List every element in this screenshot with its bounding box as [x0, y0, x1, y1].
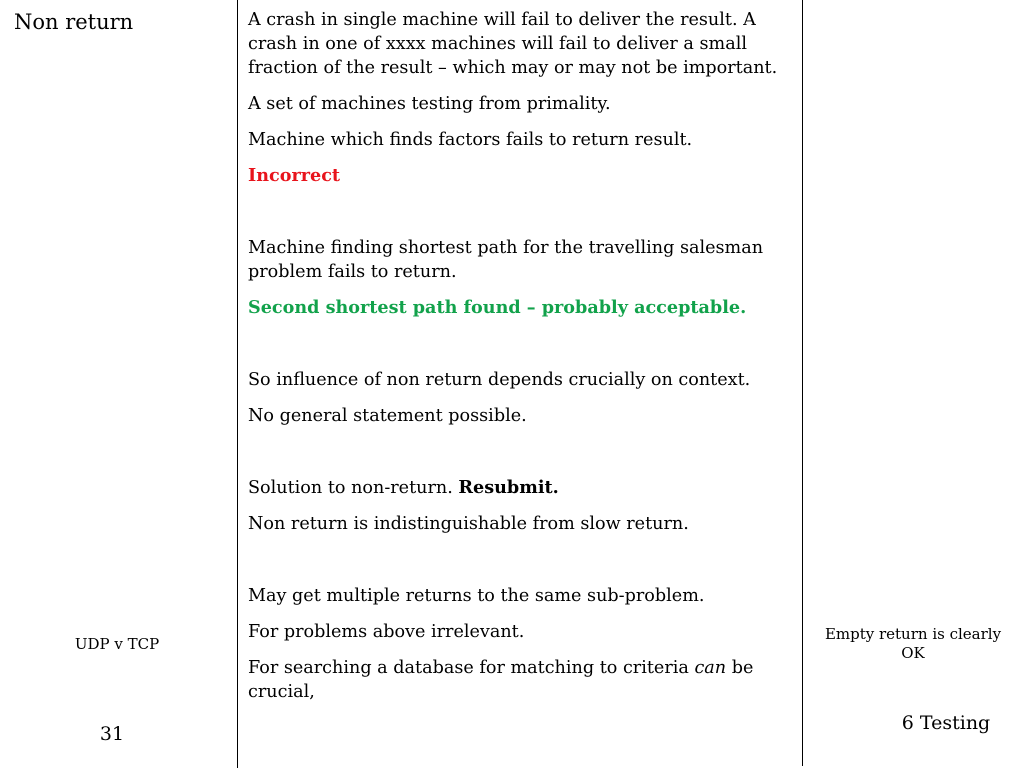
irrelevant-paragraph: For problems above irrelevant.: [248, 622, 525, 642]
solution-text: Solution to non-return.: [248, 478, 453, 498]
udp-tcp-note: UDP v TCP: [74, 635, 160, 653]
right-column-divider: [802, 0, 803, 766]
no-general-statement: No general statement possible.: [248, 406, 527, 426]
database-paragraph: [248, 656, 794, 704]
shortest-path-paragraph: Machine finding shortest path for the travelling salesman problem fails to return.: [248, 238, 764, 282]
main-content: [248, 8, 794, 716]
page-number: 31: [99, 723, 125, 745]
slow-return-paragraph: Non return is indistinguishable from slow return.: [248, 514, 689, 534]
can-emphasis: can: [694, 658, 727, 678]
resubmit-emphasis: Resubmit.: [458, 477, 559, 498]
context-paragraph: So influence of non return depends crucially on context.: [248, 370, 751, 390]
primality-paragraph: A set of machines testing from primality.: [248, 94, 611, 114]
incorrect-verdict: Incorrect: [248, 165, 341, 186]
empty-return-note: Empty return is clearly OK: [824, 625, 1002, 662]
database-text: For searching a database for matching to criteria: [248, 658, 689, 678]
slide-title: Non return: [14, 10, 134, 34]
acceptable-verdict: Second shortest path found – probably acceptable.: [248, 297, 747, 318]
solution-paragraph: [248, 476, 794, 500]
crash-paragraph: A crash in single machine will fail to deliver the result. A crash in one of xxxx machines will fail to deliver a small fraction of the result – which may or may not be important.: [248, 10, 778, 78]
left-column-divider: [237, 0, 238, 768]
database-end: be crucial,: [248, 658, 754, 702]
factors-paragraph: Machine which finds factors fails to return result.: [248, 130, 693, 150]
section-label: 6 Testing: [901, 712, 991, 734]
multiple-returns-paragraph: May get multiple returns to the same sub-problem.: [248, 586, 705, 606]
